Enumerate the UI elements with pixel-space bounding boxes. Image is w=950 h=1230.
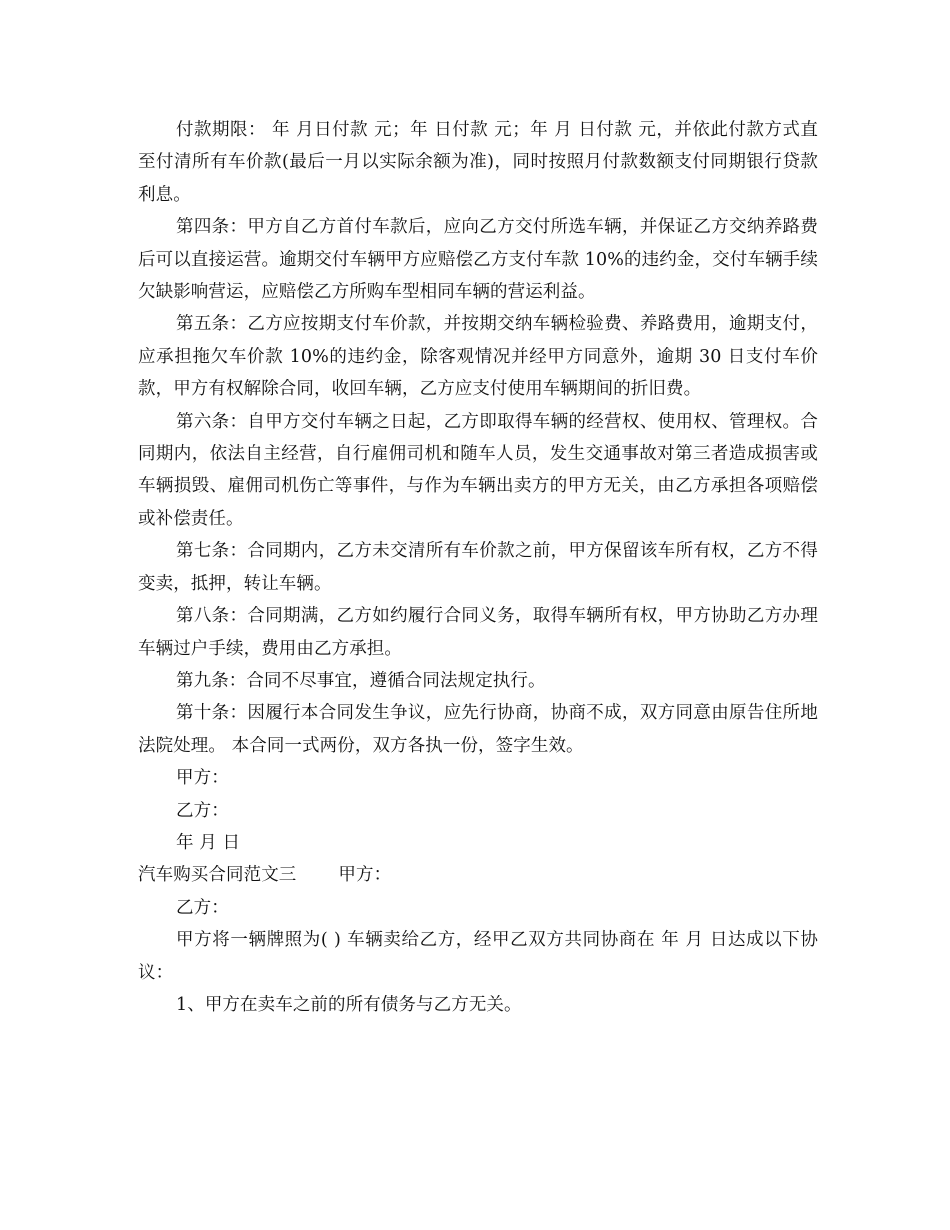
document-body (138, 114, 818, 1021)
signature-party-a: 甲方： (176, 768, 229, 789)
paragraph-article-9: 第九条：合同不尽事宜，遵循合同法规定执行。 (176, 670, 546, 691)
paragraph-clause-1: 1、甲方在卖车之前的所有债务与乙方无关。 (176, 994, 522, 1015)
paragraph-article-7: 第七条：合同期内，乙方未交清所有车价款之前，甲方保留该车所有权，乙方不得变卖，抵押，转让车辆。 (138, 541, 818, 594)
paragraph-article-10: 第十条：因履行本合同发生争议，应先行协商，协商不成，双方同意由原告住所地法院处理。 本合同一式两份，双方各执一份，签字生效。 (138, 703, 818, 756)
paragraph-article-5: 第五条：乙方应按期支付车价款，并按期交纳车辆检验费、养路费用，逾期支付，应承担拖欠车价款 10%的违约金，除客观情况并经甲方同意外，逾期 30 日支付车价款，甲方有权解除合同，收回车辆，乙方应支付使用车辆期间的折旧费。 (138, 314, 818, 400)
paragraph-payment-terms: 付款期限： 年 月日付款 元；年 日付款 元；年 月 日付款 元，并依此付款方式直至付清所有车价款(最后一月以实际余额为准)，同时按照月付款数额支付同期银行贷款利息。 (138, 120, 818, 205)
paragraph-article-6: 第六条：自甲方交付车辆之日起，乙方即取得车辆的经营权、使用权、管理权。合同期内，依法自主经营，自行雇佣司机和随车人员，发生交通事故对第三者造成损害或车辆损毁、雇佣司机伤亡等事件，与作为车辆出卖方的甲方无关，由乙方承担各项赔偿或补偿责任。 (138, 411, 818, 529)
signature-date: 年 月 日 (176, 832, 241, 853)
paragraph-article-8: 第八条：合同期满，乙方如约履行合同义务，取得车辆所有权，甲方协助乙方办理车辆过户手续，费用由乙方承担。 (138, 606, 818, 659)
section-title: 汽车购买合同范文三 (138, 865, 297, 886)
paragraph-article-4: 第四条：甲方自乙方首付车款后，应向乙方交付所选车辆，并保证乙方交纳养路费后可以直接运营。逾期交付车辆甲方应赔偿乙方支付车款 10%的违约金，交付车辆手续欠缺影响营运，应赔偿乙方所购车型相同车辆的营运利益。 (138, 217, 818, 303)
signature-party-b: 乙方： (176, 800, 229, 821)
section-heading-line (138, 859, 818, 891)
section-party-b: 乙方： (176, 897, 229, 918)
section-party-a: 甲方： (338, 865, 392, 886)
paragraph-agreement-intro: 甲方将一辆牌照为( ) 车辆卖给乙方，经甲乙双方共同协商在 年 月 日达成以下协议： (138, 930, 818, 983)
